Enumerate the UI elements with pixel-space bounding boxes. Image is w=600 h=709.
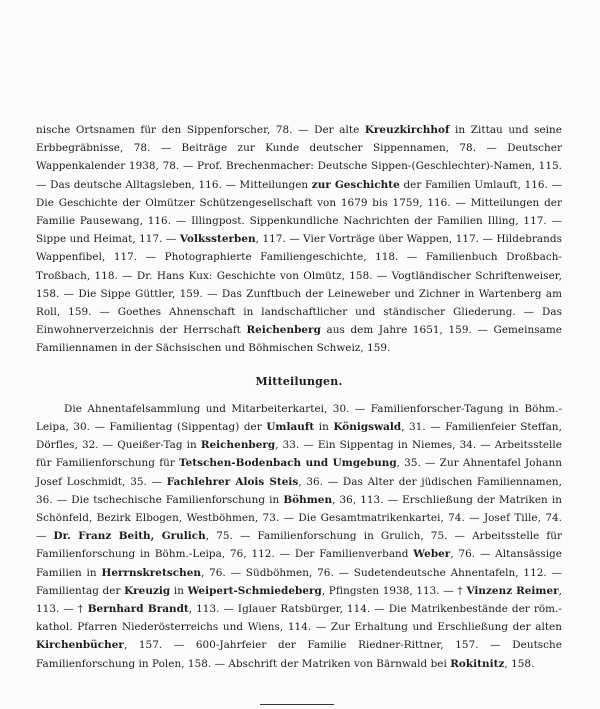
emphasized-text: Weber (413, 548, 451, 561)
emphasized-text: Vinzenz Reimer (466, 584, 559, 597)
text-run: , 31. — Familienfeier Steffan, Dörfles, 32. — Queißer-Tag in (36, 421, 562, 452)
emphasized-text: Umlauft (266, 421, 315, 434)
emphasized-text: Reichenberg (246, 324, 321, 337)
continuation-paragraph (36, 121, 562, 358)
text-run: , 36, 113. — Erschließung der Matriken in Schönfeld, Bezirk Elbogen, Westböhmen, 73. — Die Gesamtmatrikenkartei, 74. — Josef Tille, 74. — (36, 493, 562, 543)
emphasized-text: Dr. Franz Beith, Grulich (53, 530, 206, 543)
emphasized-text: Reichenberg (200, 439, 276, 452)
text-run: , 76. — Altansässige Familien in (36, 548, 562, 579)
text-run: in (170, 584, 188, 597)
text-run: , Pfingsten 1938, 113. — † (321, 584, 467, 597)
document-page (36, 121, 562, 673)
text-run: , 113. — Iglauer Ratsbürger, 114. — Die Matrikenbestände der röm.-kathol. Pfarren Niederösterreichs und Wiens, 114. — Zur Erhaltung und Erschließung der alten (36, 603, 562, 634)
text-run: , 76. — Südböhmen, 76. — Sudetendeutsche Ahnentafeln, 112. — Familientag der (36, 566, 562, 597)
emphasized-text: Böhmen (283, 493, 333, 506)
emphasized-text: Kreuzkirchhof (364, 124, 450, 136)
emphasized-text: Volkssterben (179, 233, 256, 246)
text-run: , 158. (504, 657, 535, 670)
emphasized-text: Fachlehrer Alois Steis (166, 475, 299, 488)
end-rule-divider (260, 704, 334, 705)
text-run: , 113. — † (36, 584, 563, 616)
text-run: in Zittau und seine Erbbegräbnisse, 78. — Beiträge zur Kunde deutscher Sippennamen, 78. — Deutscher Wappenkalender 1938, 78. — Prof. Brechenmacher: Deutsche Sippen-(Geschlechter)-Namen, 115. — Das deutsche Alltagsleben, 116. — Mitteilungen (36, 124, 562, 191)
emphasized-text: zur Geschichte (311, 178, 400, 191)
emphasized-text: Königswald (333, 421, 402, 434)
text-run: , 75. — Familienforschung in Grulich, 75. — Arbeitsstelle für Familienforschung in Böhm.-Leipa, 76, 112. — Der Familienverband (36, 530, 563, 561)
emphasized-text: Bernhard Brandt (87, 603, 189, 616)
emphasized-text: Kirchenbücher (36, 639, 124, 652)
text-run: Die Ahnentafelsammlung und Mitarbeiterkartei, 30. — Familienforscher-Tagung in Böhm.-Leipa, 30. — Familientag (Sippentag) der (36, 402, 562, 434)
section-heading: Mitteilungen. (255, 374, 343, 388)
text-run: , 117. — Vier Vorträge über Wappen, 117. — Hildebrands Wappenfibel, 117. — Photographierte Familiengeschichte, 118. — Familienbuch Droßbach-Troßbach, 118. — Dr. Hans Kux: Geschichte von Olmütz, 158. — Vogtländischer Schriftenweiser, 158. — Die Sippe Güttler, 159. — Das Zunftbuch der Leineweber und Zichner in Wartenberg am Roll, 159. — Goethes Ahnenschaft in landschaftlicher und ständischer Gliederung. — Das Einwohnerverzeichnis der Herrschaft (36, 233, 562, 337)
emphasized-text: Weipert-Schmiedeberg (187, 584, 322, 597)
text-run: aus dem Jahre 1651, 159. — Gemeinsame Familiennamen in der Sächsischen und Böhmischen Schweiz, 159. (36, 324, 562, 355)
text-run: , 35. — Zur Ahnentafel Johann Josef Loschmidt, 35. — (36, 457, 562, 488)
text-run: , 36. — Das Alter der jüdischen Familiennamen, 36. — Die tschechische Familienforschung in (36, 475, 562, 506)
emphasized-text: Herrnskretschen (101, 566, 201, 579)
text-run: nische Ortsnamen für den Sippenforscher, 78. — Der alte (36, 124, 365, 136)
text-run: , 33. — Ein Sippentag in Niemes, 34. — Arbeitsstelle für Familienforschung für (36, 439, 562, 470)
emphasized-text: Tetschen-Bodenbach und Umgebung (179, 457, 397, 470)
text-run: der Familien Umlauft, 116. — Die Geschichte der Olmützer Schützengesellschaft von 1679 bis 1759, 116. — Mitteilungen der Familie Pausewang, 116. — Illingpost. Sippenkundliche Nachrichten der Familien Illing, 117. — Sippe und Heimat, 117. — (36, 178, 563, 246)
text-run: , 157. — 600-Jahrfeier der Familie Riedner-Rittner, 157. — Deutsche Familienforschung in Polen, 158. — Abschrift der Matriken von Bärnwald bei (36, 639, 562, 670)
mitteilungen-paragraph (36, 400, 562, 673)
emphasized-text: Rokitnitz (450, 657, 505, 670)
text-run: in (314, 421, 334, 434)
emphasized-text: Kreuzig (124, 584, 171, 597)
